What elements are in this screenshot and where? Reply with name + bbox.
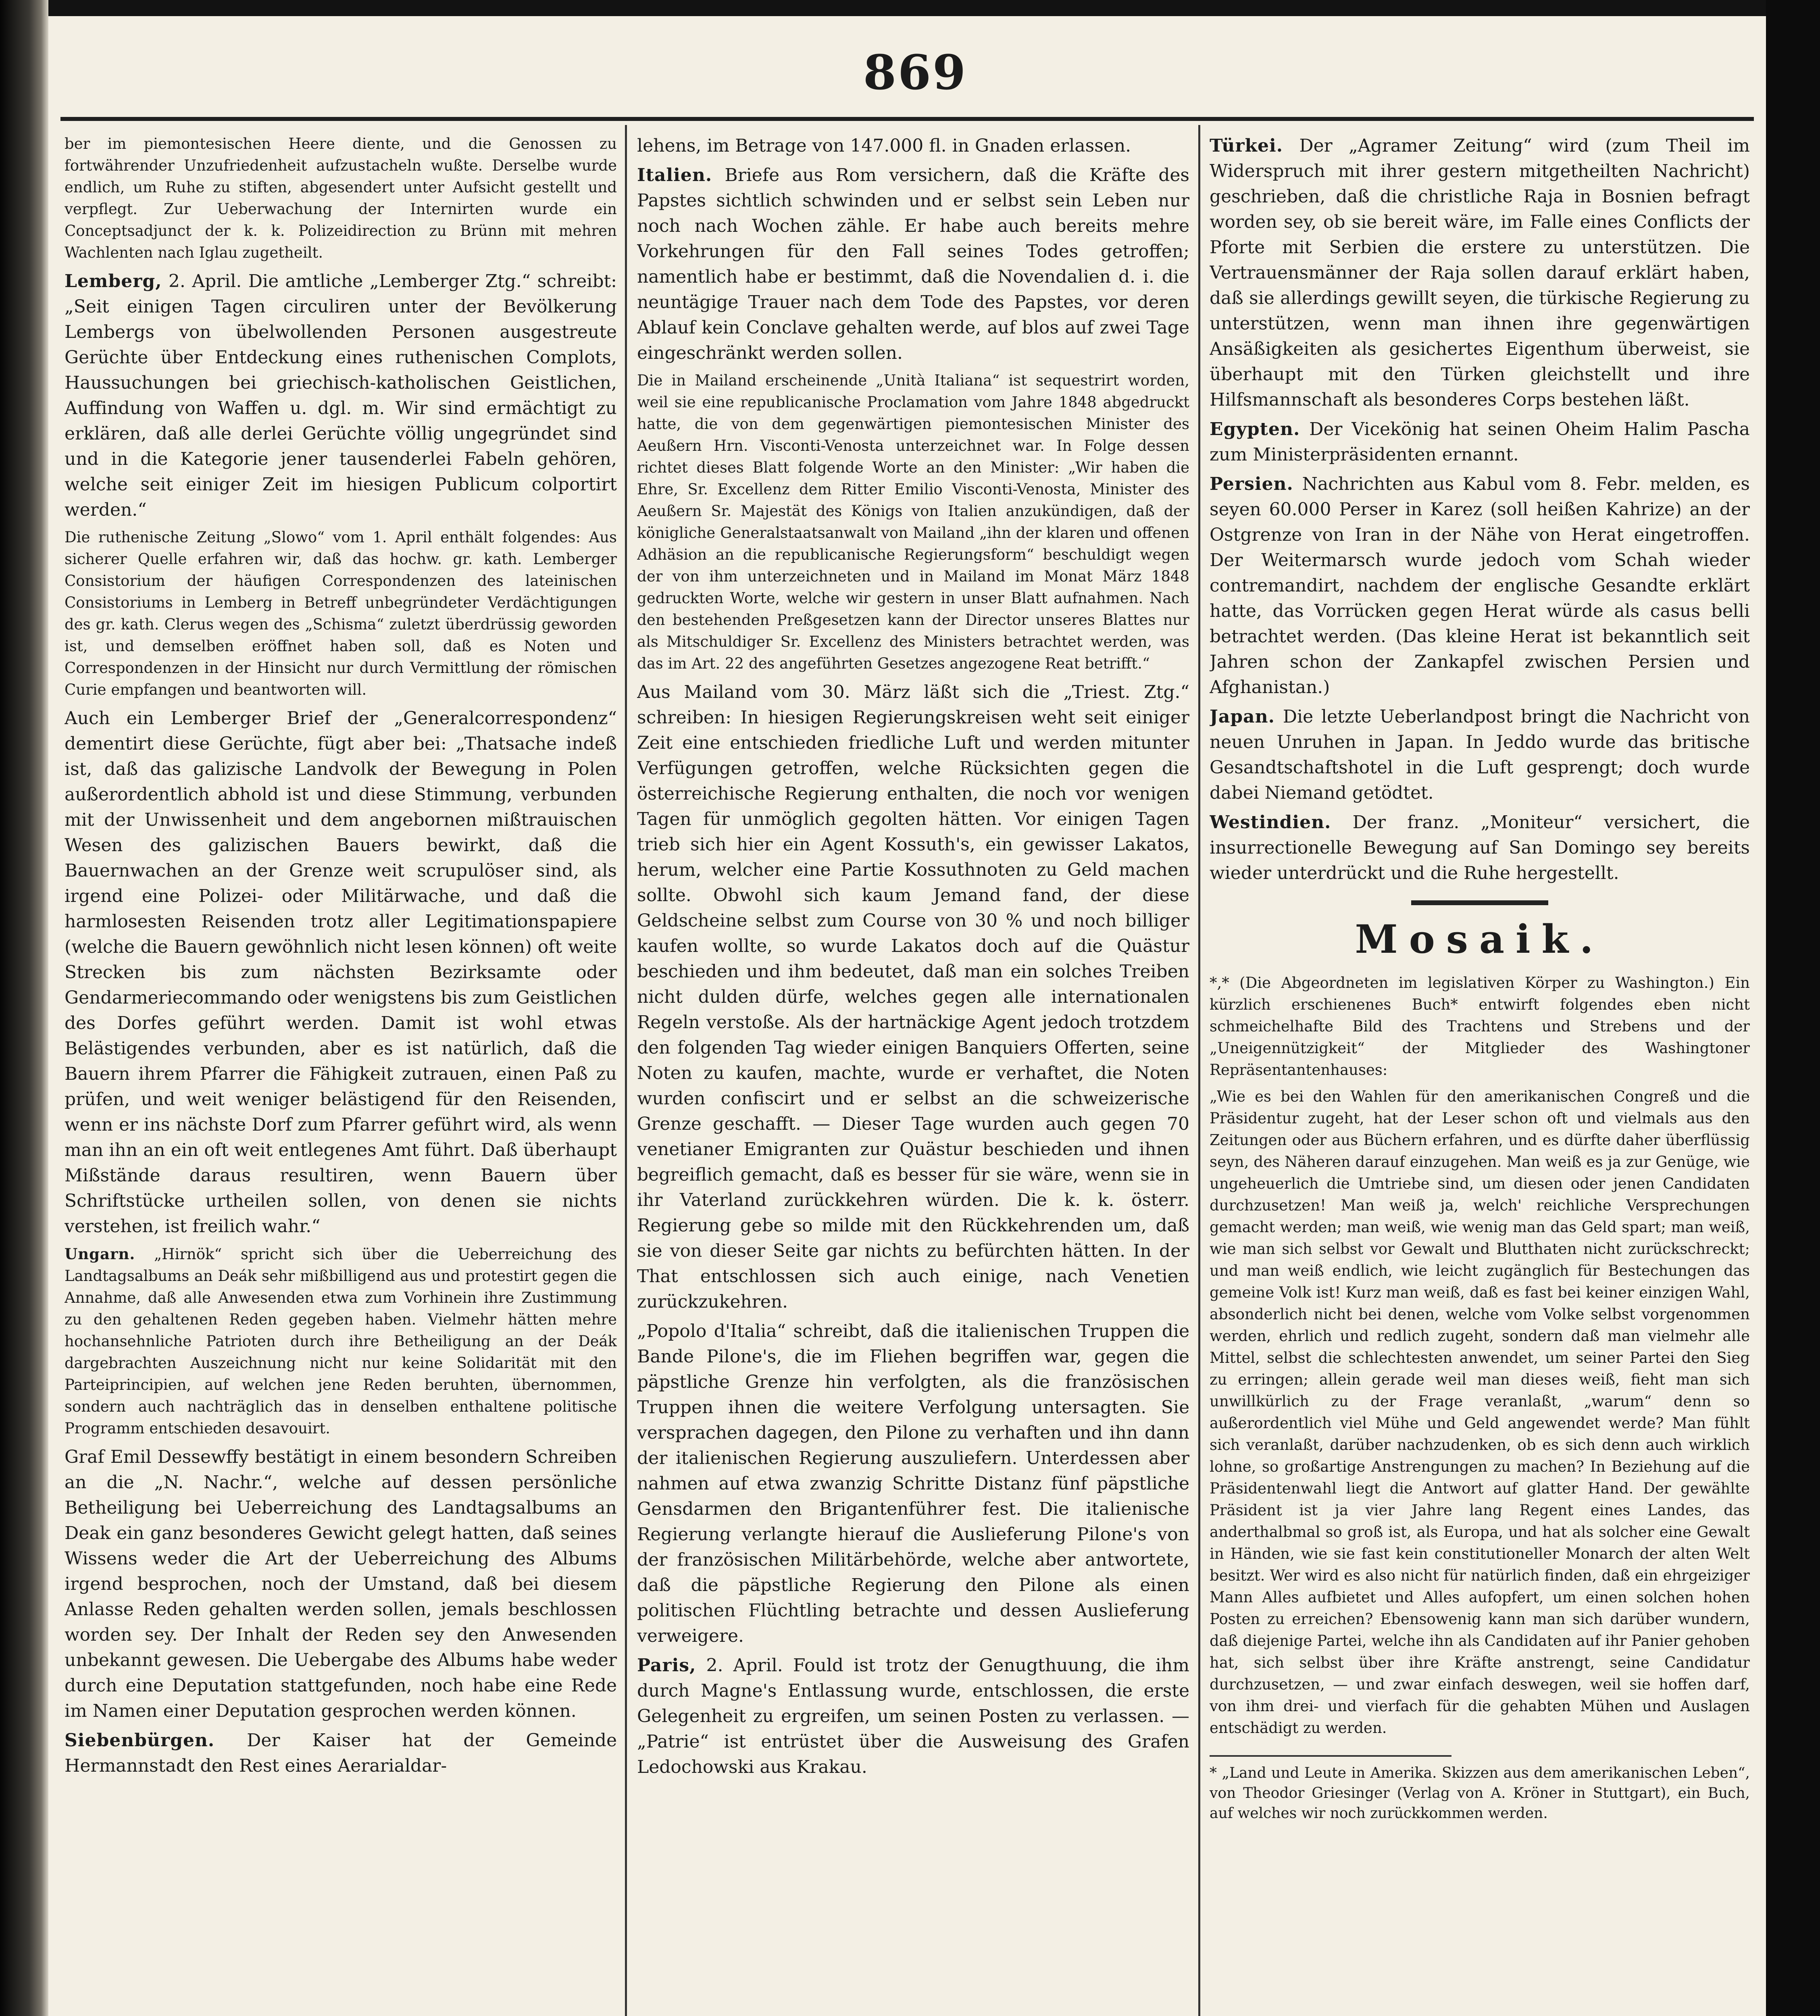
article-heading: Egypten. <box>1210 419 1300 439</box>
article-paragraph: Egypten. Der Vicekönig hat seinen Oheim Halim Pascha zum Ministerpräsidenten ernannt. <box>1210 419 1750 465</box>
article-paragraph: lehens, im Betrage von 147.000 fl. in Gnaden erlassen. <box>637 135 1131 156</box>
article-paragraph: Die in Mailand erscheinende „Unità Italiana“ ist sequestrirt worden, weil sie eine republicanische Proclamation vom Jahre 1848 abgedruckt hatte, die von dem gegenwärtigen piemontesischen Minister des Aeußern Hrn. Visconti-Venosta unterzeichnet war. In Folge dessen richtet dieses Blatt folgende Worte an den Minister: „Wir haben die Ehre, Sr. Excellenz dem Ritter Emilio Visconti-Venosta, Minister des Aeußern Sr. Majestät des Königs von Italien anzukündigen, daß der königliche Generalstaatsanwalt von Mailand „ihn der klaren und offenen Adhäsion an die republicanische Regierungsform“ beschuldigt wegen der von ihm unterzeichneten und in Mailand im Monat März 1848 gedruckten Worte, welche wir gestern in unser Blatt aufnahmen. Nach den bestehenden Preßgesetzen kann der Director unseres Blattes nur als Mitschuldiger Sr. Excellenz des Ministers betrachtet werden, was das im Art. 22 des angeführten Gesetzes angezogene Reat betrifft.“ <box>637 372 1189 672</box>
column-2 <box>637 133 1189 2016</box>
article-heading: Siebenbürgen. <box>65 1730 215 1751</box>
newspaper-page <box>48 16 1766 2016</box>
article-paragraph: Lemberg, 2. April. Die amtliche „Lemberger Ztg.“ schreibt: „Seit einigen Tagen circuliren unter der Bevölkerung Lembergs von übelwollenden Personen ausgestreute Gerüchte über Entdeckung eines ruthenischen Complots, Haussuchungen bei griechisch-katholischen Geistlichen, Auffindung von Waffen u. dgl. m. Wir sind ermächtigt zu erklären, daß alle derlei Gerüchte völlig ungegründet sind und in die Kategorie jener tausenderlei Fabeln gehören, welche seit einiger Zeit im hiesigen Publicum colportirt werden.“ <box>65 271 617 520</box>
section-title-mosaik: Mosaik. <box>1355 916 1605 962</box>
article-heading: Lemberg, <box>65 271 162 292</box>
column-3 <box>1210 133 1750 2016</box>
article-heading: Italien. <box>637 165 712 185</box>
footnote-divider <box>1210 1755 1451 1757</box>
article-heading: Westindien. <box>1210 812 1331 833</box>
article-heading: Paris, <box>637 1655 696 1676</box>
article-paragraph: Auch ein Lemberger Brief der „Generalcorrespondenz“ dementirt diese Gerüchte, fügt aber bei: „Thatsache indeß ist, daß das galizische Landvolk der Bewegung in Polen außerordentlich abhold ist und diese Stimmung, verbunden mit der Unwissenheit und dem angebornen mißtrauischen Wesen des galizischen Bauers bewirkt, daß die Bauernwachen an der Grenze weit scrupulöser sind, als irgend eine Polizei- oder Militärwache, und daß die harmlosesten Reisenden trotz aller Legitimationspapiere (welche die Bauern gewöhnlich nicht lesen können) oft weite Strecken bis zum nächsten Bezirksamte oder Gendarmeriecommando oder wenigstens bis zum Geistlichen des Dorfes geführt werden. Damit ist wohl etwas Belästigendes verbunden, aber es ist natürlich, daß die Bauern ihrem Pfarrer die Fähigkeit zutrauen, einen Paß zu prüfen, und weit weniger belästigend für den Reisenden, wenn er ins nächste Dorf zum Pfarrer geführt wird, als wenn man ihn an ein oft weit entlegenes Amt führt. Daß überhaupt Mißstände daraus resultiren, wenn Bauern über Schriftstücke urtheilen sollen, von denen sie nichts verstehen, ist freilich wahr.“ <box>65 708 617 1237</box>
article-paragraph: Türkei. Der „Agramer Zeitung“ wird (zum Theil im Widerspruch mit ihrer gestern mitgetheilten Nachricht) geschrieben, daß die christliche Raja in Bosnien befragt worden sey, ob sie bereit wäre, im Falle eines Conflicts der Pforte mit Serbien die erstere zu unterstützen. Die Vertrauensmänner der Raja sollen darauf erklärt haben, daß sie allerdings gewillt seyen, die türkische Regierung zu unterstützen, wenn man ihnen ihre gegenwärtigen Ansäßigkeiten als gesichertes Eigenthum überweist, sie überhaupt mit den Türken gleichstellt und ihre Hilfsmannschaft als besonderes Corps bestehen läßt. <box>1210 135 1750 410</box>
page-number: 869 <box>863 44 968 100</box>
article-paragraph: ber im piemontesischen Heere diente, und die Genossen zu fortwährender Unzufriedenheit aufzustacheln wußte. Derselbe wurde endlich, um Ruhe zu stiften, abgesendert unter Aufsicht gestellt und verpflegt. Zur Ueberwachung der Internirten wurde ein Conceptsadjunct der k. k. Polizeidirection zu Brünn mit mehren Wachlenten nach Iglau zugetheilt. <box>65 135 617 261</box>
article-paragraph: Graf Emil Dessewffy bestätigt in einem besondern Schreiben an die „N. Nachr.“, welche auf dessen persönliche Betheiligung bei Ueberreichung des Landtagsalbums an Deak ein ganz besonderes Gewicht gelegt hatten, daß seines Wissens weder die Art der Ueberreichung des Albums irgend besprochen, noch der Umstand, daß bei diesem Anlasse Reden gehalten werden sollen, jemals beschlossen worden sey. Der Inhalt der Reden sey den Anwesenden unbekannt gewesen. Die Uebergabe des Albums habe weder durch eine Deputation stattgefunden, noch habe eine Rede im Namen einer Deputation gesprochen werden können. <box>65 1447 617 1721</box>
article-heading: Ungarn. <box>65 1245 135 1263</box>
article-paragraph: „Popolo d'Italia“ schreibt, daß die italienischen Truppen die Bande Pilone's, die im Fliehen begriffen war, gegen die päpstliche Grenze hin verfolgten, als die französischen Truppen ihnen die weitere Verfolgung untersagten. Sie versprachen dagegen, den Pilone zu verhaften und ihn dann der italienischen Regierung auszuliefern. Unterdessen aber nahmen auf etwa zwanzig Schritte Distanz fünf päpstliche Gensdarmen den Brigantenführer fest. Die italienische Regierung verlangte hierauf die Auslieferung Pilone's von der französischen Militärbehörde, welche aber antwortete, daß die päpstliche Regierung den Pilone als einen politischen Flüchtling betrachte und dessen Auslieferung verweigere. <box>637 1321 1189 1646</box>
column-1 <box>65 133 617 2016</box>
article-paragraph: Die ruthenische Zeitung „Slowo“ vom 1. April enthält folgendes: Aus sicherer Quelle erfahren wir, daß das hochw. gr. kath. Lemberger Consistorium der häufigen Correspondenzen des lateinischen Consistoriums in Lemberg in Betreff unbegründeter Verdächtigungen des gr. kath. Clerus wegen des „Schisma“ zuletzt überdrüssig geworden ist, und demselben eröffnet haben soll, daß es Noten und Correspondenzen in der Hinsicht nur durch Vermittlung der römischen Curie empfangen und beantworten will. <box>65 529 617 698</box>
article-paragraph: Italien. Briefe aus Rom versichern, daß die Kräfte des Papstes sichtlich schwinden und er selbst sein Leben nur noch nach Wochen zähle. Er habe auch bereits mehre Vorkehrungen für den Fall seines Todes getroffen; namentlich habe er bestimmt, daß die Novendalien d. i. die neuntägige Trauer nach dem Tode des Papstes, vor deren Ablauf kein Conclave gehalten werde, auf blos auf zwei Tage eingeschränkt werden sollen. <box>637 165 1189 363</box>
scan-border-right <box>1766 0 1820 2016</box>
article-paragraph: Ungarn. „Hirnök“ spricht sich über die Ueberreichung des Landtagsalbums an Deák sehr mißbilligend aus und protestirt gegen die Annahme, daß alle Anwesenden etwa zum Vorhinein ihre Zustimmung zu den gehaltenen Reden gegeben haben. Vielmehr hätten mehre hochansehnliche Patrioten durch ihre Betheiligung an der Deák dargebrachten Auszeichnung nicht nur keine Solidarität mit den Parteiprincipien, auf welchen jene Reden beruhten, übernommen, sondern auch nachträglich das in denselben enthaltene politische Programm entschieden desavouirt. <box>65 1245 617 1437</box>
article-heading: Japan. <box>1210 706 1275 727</box>
article-paragraph: Aus Mailand vom 30. März läßt sich die „Triest. Ztg.“ schreiben: In hiesigen Regierungskreisen weht seit einiger Zeit eine entschieden friedliche Luft und werden mitunter Verfügungen getroffen, welche Rücksichten gegen die österreichische Regierung enthalten, die noch vor wenigen Tagen für unmöglich gegolten hätten. Vor einigen Tagen trieb sich hier ein Agent Kossuth's, ein gewisser Lakatos, herum, welcher eine Partie Kossuthnoten zu Geld machen sollte. Obwohl sich kaum Jemand fand, der diese Geldscheine selbst zum Course von 30 % und noch billiger kaufen wollte, so wurde Lakatos doch auf die Quästur beschieden und ihm bedeutet, daß man ein solches Treiben nicht dulden dürfe, welches gegen alle internationalen Regeln verstoße. Als der hartnäckige Agent jedoch trotzdem den folgenden Tag wieder einigen Banquiers Offerten, seine Noten zu kaufen, machte, wurde er verhaftet, die Noten wurden confiscirt und er selbst an die schweizerische Grenze geschafft. — Dieser Tage wurden auch gegen 70 venetianer Emigranten zur Quästur beschieden und ihnen begreiflich gemacht, daß es besser für sie wäre, wenn sie in ihr Vaterland zurückkehren würden. Die k. k. österr. Regierung gebe so milde mit den Rückkehrenden um, daß sie von dieser Seite gar nichts zu befürchten hätten. In der That entschlossen sich auch einige, nach Venetien zurückzukehren. <box>637 682 1189 1312</box>
article-paragraph: Japan. Die letzte Ueberlandpost bringt die Nachricht von neuen Unruhen in Japan. In Jeddo wurde das britische Gesandtschaftshotel in die Luft gesprengt; doch wurde dabei Niemand getödtet. <box>1210 706 1750 803</box>
article-heading: Persien. <box>1210 474 1293 494</box>
article-paragraph: Paris, 2. April. Fould ist trotz der Genugthuung, die ihm durch Magne's Entlassung wurde, entschlossen, die erste Gelegenheit zu ergreifen, um seinen Posten zu verlassen. — „Patrie“ ist entrüstet über die Ausweisung des Grafen Ledochowski aus Krakau. <box>637 1655 1189 1777</box>
header-rule <box>60 117 1754 121</box>
article-paragraph: *,* (Die Abgeordneten im legislativen Körper zu Washington.) Ein kürzlich erschienenes Buch* entwirft folgendes eben nicht schmeichelhafte Bild des Trachtens und Strebens und der „Uneigennützigkeit“ der Mitglieder des Washingtoner Repräsentantenhauses: <box>1210 974 1750 1079</box>
column-divider <box>625 125 627 2016</box>
book-spine <box>0 0 48 2016</box>
footnote: * „Land und Leute in Amerika. Skizzen aus dem amerikanischen Leben“, von Theodor Griesinger (Verlag von A. Kröner in Stuttgart), ein Buch, auf welches wir noch zurückkommen werden. <box>1210 1765 1750 1822</box>
section-divider <box>1411 900 1548 905</box>
article-paragraph: Westindien. Der franz. „Moniteur“ versichert, die insurrectionelle Bewegung auf San Domingo sey bereits wieder unterdrückt und die Ruhe hergestellt. <box>1210 812 1750 883</box>
article-paragraph: Persien. Nachrichten aus Kabul vom 8. Febr. melden, es seyen 60.000 Perser in Karez (soll heißen Kahrize) an der Ostgrenze von Iran in der Nähe von Herat eingetroffen. Der Weitermarsch wurde jedoch vom Schah wieder contremandirt, nachdem der englische Gesandte erklärt hatte, das Vorrücken gegen Herat würde als casus belli betrachtet werden. (Das kleine Herat ist bekanntlich seit Jahren schon der Zankapfel zwischen Persien und Afghanistan.) <box>1210 474 1750 698</box>
article-heading: Türkei. <box>1210 135 1283 156</box>
column-divider <box>1198 125 1200 2016</box>
article-paragraph: Siebenbürgen. Der Kaiser hat der Gemeinde Hermannstadt den Rest eines Aerarialdar- <box>65 1730 617 1776</box>
article-paragraph: „Wie es bei den Wahlen für den amerikanischen Congreß und die Präsidentur zugeht, hat der Leser schon oft und vielmals aus den Zeitungen oder aus Büchern erfahren, und es dürfte daher überflüssig seyn, des Näheren darauf einzugehen. Man weiß es ja zur Genüge, wie ungeheuerlich die Umtriebe sind, um diesen oder jenen Candidaten durchzusetzen! Man weiß ja, welch' reichliche Versprechungen gemacht werden; man weiß, wie wenig man das Geld spart; man weiß, wie man sich selbst vor Gewalt und Blutthaten nicht zurückschreckt; und man weiß endlich, wie leicht zugänglich für Bestechungen das gemeine Volk ist! Kurz man weiß, daß es fast bei keiner einzigen Wahl, absonderlich nicht bei denen, welche vom Volke selbst vorgenommen werden, ehrlich und redlich zugeht, sondern daß man vielmehr alle Mittel, selbst die schlechtesten anwendet, um seiner Partei den Sieg zu erringen; allein gerade weil man dieses weiß, fieht man sich unwillkürlich zu der Frage veranlaßt, „warum“ denn so außerordentlich viel Mühe und Geld angewendet werde? Man fühlt sich veranlaßt, darüber nachzudenken, ob es sich denn auch wirklich lohne, so großartige Anstrengungen zu machen? In Beziehung auf die Präsidentenwahl liegt die Antwort auf glatter Hand. Der gewählte Präsident ist ja vier Jahre lang Regent eines Landes, das anderthalbmal so groß ist, als Europa, und hat als solcher eine Gewalt in Händen, wie sie fast kein constitutioneller Monarch der alten Welt besitzt. Wer wird es also nicht für natürlich finden, daß ein ehrgeiziger Mann Alles aufbietet und Alles aufopfert, um einen solchen hohen Posten zu erreichen? Ebensowenig kann man sich darüber wundern, daß diejenige Partei, welche ihn als Candidaten auf ihr Panier gehoben hat, sich selbst über ihre Kräfte anstrengt, seine Candidatur durchzusetzen, — und zwar einfach deswegen, weil sie hoffen darf, von ihm drei- und vierfach für die gehabten Mühen und Auslagen entschädigt zu werden. <box>1210 1088 1750 1737</box>
